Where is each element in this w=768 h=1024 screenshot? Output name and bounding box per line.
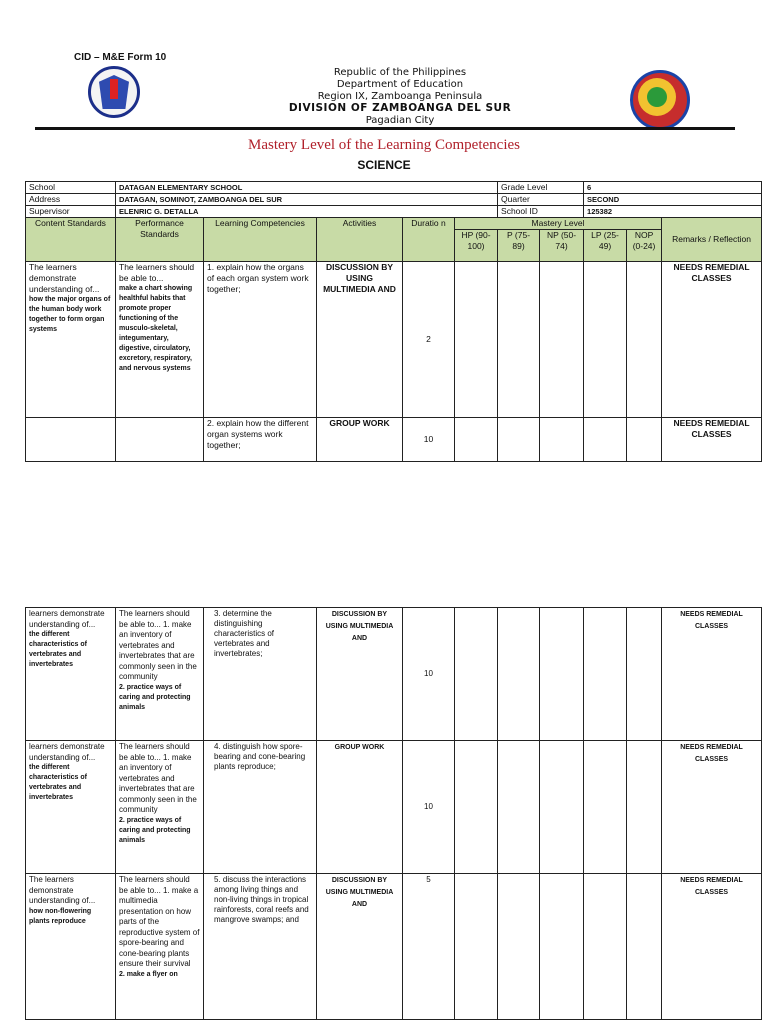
content-standard-cell xyxy=(26,418,116,462)
hp-cell xyxy=(455,608,498,741)
page-title: Mastery Level of the Learning Competencies xyxy=(248,137,520,153)
table-row xyxy=(26,741,762,874)
remarks-cell: NEEDS REMEDIAL CLASSES xyxy=(662,418,762,462)
schoolid-value: 125382 xyxy=(584,206,762,218)
content-standard-text: The learners demonstrate understanding of... xyxy=(29,875,96,905)
performance-standard-cell xyxy=(116,262,204,418)
activity-cell: GROUP WORK xyxy=(317,418,403,462)
competency-cell: 5. discuss the interactions among living things and non-living things in tropical rainforests, coral reefs and mangrove swamps; and xyxy=(204,874,317,1020)
p-cell xyxy=(498,262,540,418)
header-division: DIVISION OF ZAMBOANGA DEL SUR xyxy=(288,102,512,114)
quarter-label: Quarter xyxy=(498,194,584,206)
col-mastery-level: Mastery Level xyxy=(455,218,662,230)
nop-cell xyxy=(627,741,662,874)
col-hp: HP (90- 100) xyxy=(455,230,498,262)
header-republic: Republic of the Philippines xyxy=(333,67,467,78)
info-row-school xyxy=(26,182,762,194)
hp-cell xyxy=(455,874,498,1020)
nop-cell xyxy=(627,262,662,418)
school-value: DATAGAN ELEMENTARY SCHOOL xyxy=(116,182,498,194)
remarks-cell: NEEDS REMEDIAL CLASSES xyxy=(662,262,762,418)
mastery-table-page2 xyxy=(25,607,762,1020)
header-region: Region IX, Zamboanga Peninsula xyxy=(317,91,483,102)
info-row-address xyxy=(26,194,762,206)
col-np: NP (50-74) xyxy=(540,230,584,262)
content-standard-detail: how the major organs of the human body work together to form organ systems xyxy=(29,296,111,333)
duration-cell: 10 xyxy=(403,418,455,462)
mastery-table-page1 xyxy=(25,181,762,462)
form-code: CID – M&E Form 10 xyxy=(74,52,167,63)
np-cell xyxy=(540,262,584,418)
activity-cell: GROUP WORK xyxy=(317,741,403,874)
lp-cell xyxy=(584,608,627,741)
remarks-cell: NEEDS REMEDIAL CLASSES xyxy=(662,741,762,874)
supervisor-label: Supervisor xyxy=(26,206,116,218)
col-performance-standards: Performance Standards xyxy=(116,218,204,262)
nop-cell xyxy=(627,874,662,1020)
performance-standard-cell xyxy=(116,874,204,1020)
activity-cell: DISCUSSION BY USING MULTIMEDIA AND xyxy=(317,262,403,418)
remarks-cell: NEEDS REMEDIAL CLASSES xyxy=(662,608,762,741)
duration-cell: 10 xyxy=(403,608,455,741)
p-cell xyxy=(498,608,540,741)
np-cell xyxy=(540,418,584,462)
performance-standard-cell xyxy=(116,418,204,462)
duration-cell: 10 xyxy=(403,741,455,874)
col-learning-competencies: Learning Competencies xyxy=(204,218,317,262)
np-cell xyxy=(540,608,584,741)
lp-cell xyxy=(584,874,627,1020)
col-lp: LP (25-49) xyxy=(584,230,627,262)
table-row xyxy=(26,874,762,1020)
subject-title: SCIENCE xyxy=(357,158,411,172)
performance-standard-text: The learners should be able to... 1. make a multimedia presentation on how parts of the reproductive system of spore-bearing and cone-bearing plants ensure their survival xyxy=(119,875,200,968)
duration-cell: 2 xyxy=(403,262,455,418)
content-standard-cell xyxy=(26,608,116,741)
performance-standard-detail: make a chart showing healthful habits that promote proper functioning of the musculo-skeletal, integumentary, digestive, circulatory, excretory, respiratory, and nervous systems xyxy=(119,285,193,372)
header-divider xyxy=(35,127,735,130)
performance-standard-detail: 2. make a flyer on xyxy=(119,970,178,978)
info-row-supervisor xyxy=(26,206,762,218)
hp-cell xyxy=(455,418,498,462)
content-standard-text: learners demonstrate understanding of... xyxy=(29,742,105,762)
address-label: Address xyxy=(26,194,116,206)
competency-cell: 1. explain how the organs of each organ system work together; xyxy=(204,262,317,418)
header-department: Department of Education xyxy=(336,79,464,90)
performance-standard-detail: 2. practice ways of caring and protecting animals xyxy=(119,683,191,711)
grade-value: 6 xyxy=(584,182,762,194)
lp-cell xyxy=(584,741,627,874)
column-header-row xyxy=(26,218,762,230)
competency-cell: 4. distinguish how spore-bearing and cone-bearing plants reproduce; xyxy=(204,741,317,874)
remarks-cell: NEEDS REMEDIAL CLASSES xyxy=(662,874,762,1020)
supervisor-value: ELENRIC G. DETALLA xyxy=(116,206,498,218)
p-cell xyxy=(498,418,540,462)
performance-standard-cell xyxy=(116,741,204,874)
nop-cell xyxy=(627,418,662,462)
performance-standard-cell xyxy=(116,608,204,741)
hp-cell xyxy=(455,262,498,418)
content-standard-detail: the different characteristics of vertebrates and invertebrates xyxy=(29,764,87,801)
deped-seal-icon xyxy=(88,66,140,118)
hp-cell xyxy=(455,741,498,874)
activity-cell: DISCUSSION BY USING MULTIMEDIA AND xyxy=(317,874,403,1020)
p-cell xyxy=(498,741,540,874)
quarter-value: SECOND xyxy=(584,194,762,206)
content-standard-detail: the different characteristics of vertebrates and invertebrates xyxy=(29,631,87,668)
activity-cell: DISCUSSION BY USING MULTIMEDIA AND xyxy=(317,608,403,741)
col-duration: Duratio n xyxy=(403,218,455,262)
schoolid-label: School ID xyxy=(498,206,584,218)
col-remarks: Remarks / Reflection xyxy=(662,218,762,262)
grade-label: Grade Level xyxy=(498,182,584,194)
lp-cell xyxy=(584,262,627,418)
performance-standard-detail: 2. practice ways of caring and protecting animals xyxy=(119,816,191,844)
school-label: School xyxy=(26,182,116,194)
np-cell xyxy=(540,874,584,1020)
col-activities: Activities xyxy=(317,218,403,262)
address-value: DATAGAN, SOMINOT, ZAMBOANGA DEL SUR xyxy=(116,194,498,206)
np-cell xyxy=(540,741,584,874)
performance-standard-text: The learners should be able to... 1. make an inventory of vertebrates and invertebrates that are commonly seen in the community xyxy=(119,609,197,681)
content-standard-cell xyxy=(26,741,116,874)
p-cell xyxy=(498,874,540,1020)
lp-cell xyxy=(584,418,627,462)
content-standard-text: The learners demonstrate understanding of... xyxy=(29,262,100,294)
competency-cell: 3. determine the distinguishing characteristics of vertebrates and invertebrates; xyxy=(204,608,317,741)
header-city: Pagadian City xyxy=(365,115,435,126)
content-standard-detail: how non-flowering plants reproduce xyxy=(29,907,92,925)
content-standard-cell xyxy=(26,874,116,1020)
col-content-standards: Content Standards xyxy=(26,218,116,262)
performance-standard-text: The learners should be able to... 1. make an inventory of vertebrates and invertebrates that are commonly seen in the community xyxy=(119,742,197,814)
duration-cell: 5 xyxy=(403,874,455,1020)
competency-cell: 2. explain how the different organ systems work together; xyxy=(204,418,317,462)
table-row xyxy=(26,262,762,418)
col-nop: NOP (0-24) xyxy=(627,230,662,262)
content-standard-text: learners demonstrate understanding of... xyxy=(29,609,105,629)
division-seal-icon xyxy=(630,70,690,130)
table-row xyxy=(26,418,762,462)
col-p: P (75-89) xyxy=(498,230,540,262)
nop-cell xyxy=(627,608,662,741)
performance-standard-text: The learners should be able to... xyxy=(119,262,195,283)
content-standard-cell xyxy=(26,262,116,418)
table-row xyxy=(26,608,762,741)
